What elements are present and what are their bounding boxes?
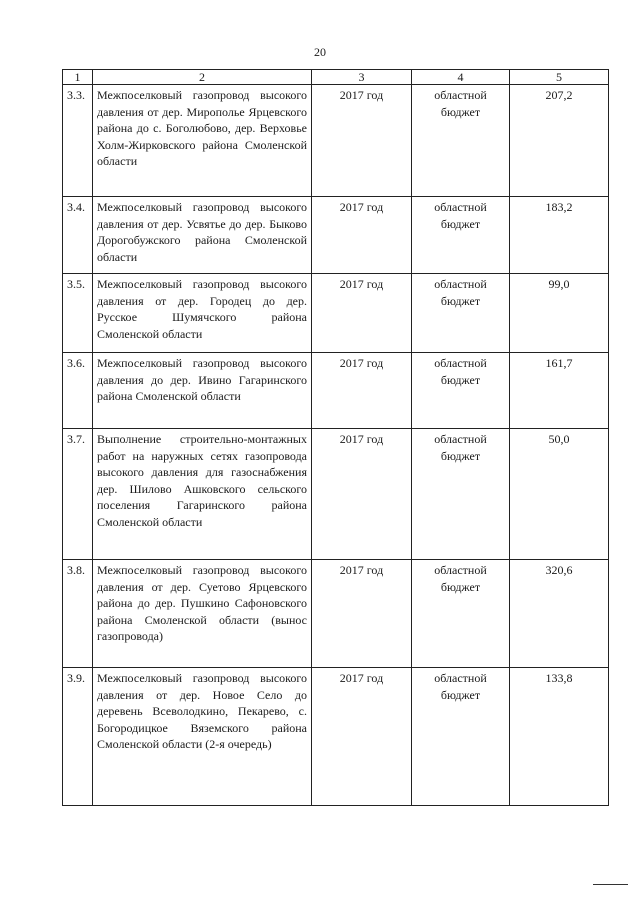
program-table (62, 69, 609, 806)
amount: 133,8 (510, 668, 609, 806)
amount: 207,2 (510, 85, 609, 197)
year: 2017 год (312, 560, 412, 668)
year: 2017 год (312, 197, 412, 274)
funding-source: областной бюджет (412, 85, 510, 197)
header-cell-2: 2 (93, 70, 312, 85)
table-row (63, 274, 609, 353)
amount: 99,0 (510, 274, 609, 353)
object-name: Межпоселковый газопровод высокого давления от дер. Новое Село до деревень Всеволодкино, Пекарево, с. Богородицкое Вяземского района Смоленской области (2-я очередь) (93, 668, 312, 806)
page-edge-line (593, 884, 628, 885)
table-row (63, 353, 609, 429)
amount: 50,0 (510, 429, 609, 560)
object-name: Межпоселковый газопровод высокого давления от дер. Усвятье до дер. Быково Дорогобужского района Смоленской области (93, 197, 312, 274)
table-row (63, 197, 609, 274)
funding-source: областной бюджет (412, 429, 510, 560)
header-cell-3: 3 (312, 70, 412, 85)
amount: 320,6 (510, 560, 609, 668)
row-number: 3.9. (63, 668, 93, 806)
year: 2017 год (312, 85, 412, 197)
amount: 183,2 (510, 197, 609, 274)
row-number: 3.6. (63, 353, 93, 429)
funding-source: областной бюджет (412, 353, 510, 429)
object-name: Межпоселковый газопровод высокого давления от дер. Городец до дер. Русское Шумячского района Смоленской области (93, 274, 312, 353)
row-number: 3.8. (63, 560, 93, 668)
table-row (63, 560, 609, 668)
row-number: 3.4. (63, 197, 93, 274)
funding-source: областной бюджет (412, 197, 510, 274)
object-name: Межпоселковый газопровод высокого давления от дер. Мирополье Ярцевского района до с. Боголюбово, дер. Верховье Холм-Жирковского района Смоленской области (93, 85, 312, 197)
object-name: Межпоселковый газопровод высокого давления от дер. Суетово Ярцевского района до дер. Пушкино Сафоновского района Смоленской области (вынос газопровода) (93, 560, 312, 668)
year: 2017 год (312, 668, 412, 806)
header-cell-4: 4 (412, 70, 510, 85)
object-name: Выполнение строительно-монтажных работ на наружных сетях газопровода высокого давления для газоснабжения дер. Шилово Ашковского сельского поселения Гагаринского района Смоленской области (93, 429, 312, 560)
row-number: 3.5. (63, 274, 93, 353)
table-row (63, 429, 609, 560)
year: 2017 год (312, 274, 412, 353)
header-cell-1: 1 (63, 70, 93, 85)
table-row (63, 85, 609, 197)
header-cell-5: 5 (510, 70, 609, 85)
table-row (63, 668, 609, 806)
row-number: 3.7. (63, 429, 93, 560)
object-name: Межпоселковый газопровод высокого давления до дер. Ивино Гагаринского района Смоленской области (93, 353, 312, 429)
year: 2017 год (312, 353, 412, 429)
row-number: 3.3. (63, 85, 93, 197)
funding-source: областной бюджет (412, 668, 510, 806)
funding-source: областной бюджет (412, 560, 510, 668)
year: 2017 год (312, 429, 412, 560)
amount: 161,7 (510, 353, 609, 429)
header-row (63, 70, 609, 85)
funding-source: областной бюджет (412, 274, 510, 353)
page-number: 20 (314, 45, 326, 59)
